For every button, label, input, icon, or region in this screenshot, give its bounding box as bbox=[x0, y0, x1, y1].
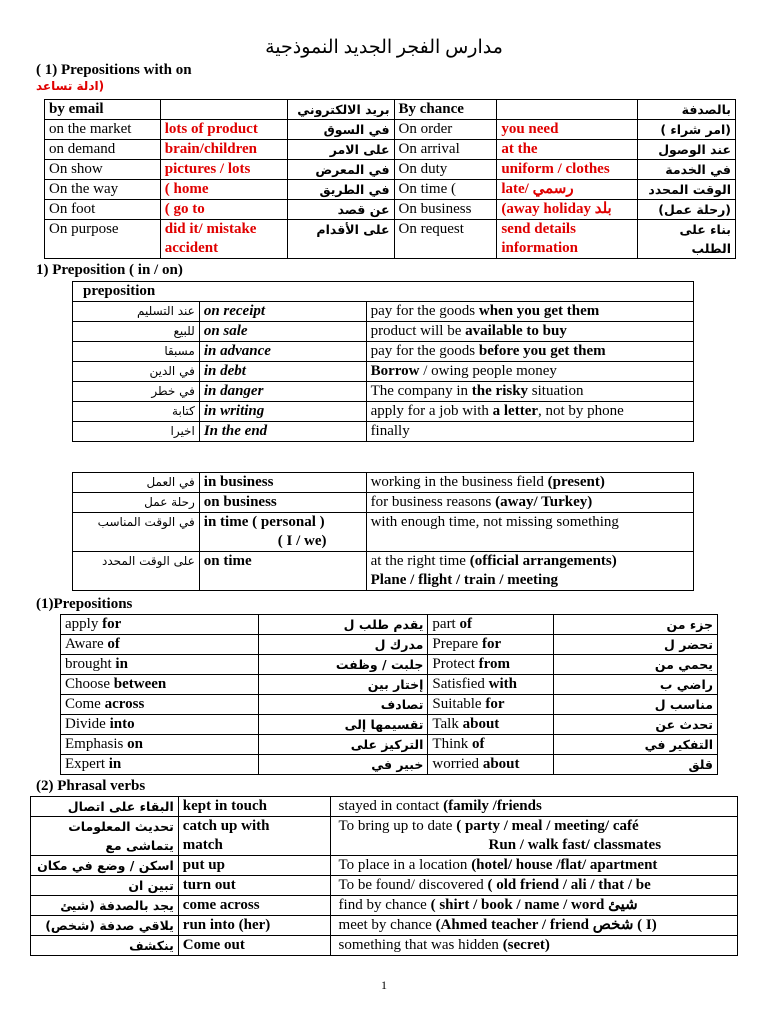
verb-preposition bbox=[428, 615, 554, 635]
en-example: did it/ mistake accident bbox=[160, 220, 287, 259]
ar-translation: بريد الالكتروني bbox=[287, 100, 394, 120]
en-example bbox=[497, 100, 638, 120]
preposition-header: preposition bbox=[73, 282, 694, 302]
definition-text: , not by phone bbox=[538, 403, 624, 419]
ar-translation bbox=[31, 856, 179, 876]
verb-text: Expert bbox=[65, 756, 109, 772]
section-heading-phrasal-verbs: (2) Phrasal verbs bbox=[36, 778, 146, 794]
en-example: (away holiday بلد bbox=[497, 200, 638, 220]
ar-translation: في الدين bbox=[73, 362, 200, 382]
table-row bbox=[61, 615, 718, 635]
ar-translation: في الطريق bbox=[287, 180, 394, 200]
phrasal-verb bbox=[178, 797, 330, 817]
prepositions-table bbox=[60, 614, 718, 775]
ar-translation: مناسب ل bbox=[554, 695, 718, 715]
definition-bold: (official arrangements) bbox=[469, 553, 617, 569]
ar-translation: رحلة عمل bbox=[73, 493, 200, 513]
table-row bbox=[45, 200, 736, 220]
definition bbox=[330, 896, 737, 916]
ar-text: اسكن / وضع في مكان bbox=[37, 858, 174, 873]
ar-text: يلاقي صدفة (شخص) bbox=[45, 918, 174, 933]
table-header-row bbox=[73, 282, 694, 302]
ar-text: يتماشى مع bbox=[105, 838, 174, 853]
verb-preposition bbox=[61, 715, 259, 735]
definition-text: meet by chance bbox=[338, 917, 436, 933]
preposition-text: about bbox=[482, 756, 520, 772]
phrasal-verb bbox=[178, 876, 330, 896]
preposition-term bbox=[199, 473, 366, 493]
verb-preposition bbox=[61, 735, 259, 755]
preposition-text: of bbox=[472, 736, 485, 752]
definition-text: To bring up to date bbox=[338, 818, 457, 834]
en-term: On duty bbox=[394, 160, 497, 180]
verb-text: Aware bbox=[65, 636, 108, 652]
definition bbox=[366, 422, 693, 442]
preposition-term-text: in debt bbox=[203, 363, 246, 379]
verb-preposition bbox=[61, 675, 259, 695]
ar-translation: جلبت / وظفت bbox=[258, 655, 428, 675]
definition-bold: ( party / meal / meeting/ café bbox=[456, 818, 639, 834]
preposition-term-text: in writing bbox=[203, 403, 265, 419]
section-heading-preposition-in-on: 1) Preposition ( in / on) bbox=[36, 262, 183, 278]
definition bbox=[366, 362, 693, 382]
table-row bbox=[73, 322, 694, 342]
verb-text: Emphasis bbox=[65, 736, 128, 752]
definition-bold: ( shirt / book / name / word شيئ bbox=[430, 897, 638, 913]
table-row bbox=[31, 896, 738, 916]
definition-text: stayed in contact bbox=[338, 798, 444, 814]
definition-bold: when you get them bbox=[478, 303, 600, 319]
en-term: On foot bbox=[45, 200, 161, 220]
definition bbox=[330, 936, 737, 956]
verb-preposition bbox=[61, 655, 259, 675]
ar-translation bbox=[31, 916, 179, 936]
ar-translation: مدرك ل bbox=[258, 635, 428, 655]
preposition-term-text: on business bbox=[203, 494, 277, 510]
ar-translation: اخيرا bbox=[73, 422, 200, 442]
preposition-text: in bbox=[108, 756, 122, 772]
definition-text: working in the business field bbox=[370, 474, 548, 490]
phrasal-verb bbox=[178, 916, 330, 936]
table-row bbox=[73, 552, 694, 591]
preposition-text: for bbox=[481, 636, 502, 652]
ar-translation: بالصدفة bbox=[638, 100, 736, 120]
en-term: by email bbox=[45, 100, 161, 120]
ar-text: ينكشف bbox=[129, 938, 174, 953]
verb-preposition bbox=[61, 635, 259, 655]
table-row bbox=[45, 120, 736, 140]
table-row bbox=[31, 916, 738, 936]
preposition-term bbox=[199, 342, 366, 362]
phrasal-verb bbox=[178, 896, 330, 916]
phrasal-verb bbox=[178, 936, 330, 956]
table-row bbox=[31, 936, 738, 956]
preposition-term-text: on sale bbox=[203, 323, 248, 339]
table-row bbox=[61, 715, 718, 735]
preposition-term bbox=[199, 552, 366, 591]
preposition-term-text: on receipt bbox=[203, 303, 266, 319]
preposition-text: with bbox=[488, 676, 517, 692]
verb-text: brought bbox=[65, 656, 116, 672]
table-row bbox=[45, 220, 736, 259]
verb-text: worried bbox=[432, 756, 483, 772]
definition-text: product will be bbox=[370, 323, 466, 339]
verb-preposition bbox=[61, 695, 259, 715]
ar-translation: بناء على الطلب bbox=[638, 220, 736, 259]
phrasal-verb-text: run into (her) bbox=[182, 917, 271, 933]
verb-text: Protect bbox=[432, 656, 479, 672]
en-example: lots of product bbox=[160, 120, 287, 140]
en-example: ( home bbox=[160, 180, 287, 200]
preposition-term bbox=[199, 402, 366, 422]
section-heading-prepositions: (1)Prepositions bbox=[36, 596, 133, 612]
ar-translation bbox=[31, 817, 179, 856]
en-term: On time ( bbox=[394, 180, 497, 200]
ar-translation: يقدم طلب ل bbox=[258, 615, 428, 635]
en-term: On business bbox=[394, 200, 497, 220]
table-row bbox=[73, 513, 694, 552]
definition-text: something that was hidden bbox=[338, 937, 503, 953]
business-time-table bbox=[72, 472, 694, 591]
table-row bbox=[61, 695, 718, 715]
phrasal-verb bbox=[178, 817, 330, 856]
section-heading-prepositions-on: ( 1) Prepositions with on bbox=[36, 62, 192, 78]
table-row bbox=[73, 422, 694, 442]
table-row bbox=[73, 402, 694, 422]
table-row bbox=[61, 675, 718, 695]
en-term: On request bbox=[394, 220, 497, 259]
ar-translation: في العمل bbox=[73, 473, 200, 493]
en-term: On order bbox=[394, 120, 497, 140]
preposition-term-text: in business bbox=[203, 474, 274, 490]
ar-translation: الوقت المحدد bbox=[638, 180, 736, 200]
verb-text: Prepare bbox=[432, 636, 482, 652]
en-example: uniform / clothes bbox=[497, 160, 638, 180]
definition bbox=[366, 302, 693, 322]
phrasal-verb-text: put up bbox=[182, 857, 225, 873]
ar-translation: تحدث عن bbox=[554, 715, 718, 735]
definition-bold: (family /friends bbox=[443, 798, 542, 814]
page-title: مدارس الفجر الجديد النموذجية bbox=[265, 37, 503, 58]
definition-text: situation bbox=[528, 383, 584, 399]
preposition-text: across bbox=[104, 696, 145, 712]
definition-text: pay for the goods bbox=[370, 343, 479, 359]
ar-text: يجد بالصدفة (شيئ bbox=[60, 898, 174, 913]
table-row bbox=[73, 362, 694, 382]
ar-translation: يحمي من bbox=[554, 655, 718, 675]
phrasal-verb-text: turn out bbox=[182, 877, 236, 893]
ar-translation: عند التسليم bbox=[73, 302, 200, 322]
definition-text: To place in a location bbox=[338, 857, 472, 873]
definition-text: / owing people money bbox=[419, 363, 557, 379]
verb-text: apply bbox=[65, 616, 103, 632]
ar-translation: مسبقا bbox=[73, 342, 200, 362]
table-row bbox=[45, 180, 736, 200]
en-example: brain/children bbox=[160, 140, 287, 160]
ar-translation: تحضر ل bbox=[554, 635, 718, 655]
ar-translation bbox=[31, 936, 179, 956]
ar-translation: في المعرض bbox=[287, 160, 394, 180]
verb-preposition bbox=[428, 675, 554, 695]
ar-translation: في الخدمة bbox=[638, 160, 736, 180]
ar-translation: تصادف bbox=[258, 695, 428, 715]
preposition-term-text: in danger bbox=[203, 383, 264, 399]
table-row bbox=[61, 655, 718, 675]
en-example: ( go to bbox=[160, 200, 287, 220]
table-row bbox=[45, 160, 736, 180]
verb-text: Come bbox=[65, 696, 105, 712]
table-row bbox=[61, 755, 718, 775]
en-example: late/ رسمي bbox=[497, 180, 638, 200]
preposition-term bbox=[199, 362, 366, 382]
ar-translation: تقسيمها إلى bbox=[258, 715, 428, 735]
en-term: On purpose bbox=[45, 220, 161, 259]
ar-translation: كتابة bbox=[73, 402, 200, 422]
verb-text: Think bbox=[432, 736, 472, 752]
definition-text: The company in bbox=[370, 383, 472, 399]
table-row bbox=[31, 817, 738, 856]
definition bbox=[366, 382, 693, 402]
ar-translation: على الوقت المحدد bbox=[73, 552, 200, 591]
ar-translation: للبيع bbox=[73, 322, 200, 342]
definition-text: with enough time, not missing something bbox=[370, 514, 619, 530]
definition-text: find by chance bbox=[338, 897, 431, 913]
definition bbox=[366, 322, 693, 342]
definition-bold: (away/ Turkey) bbox=[495, 494, 593, 510]
definition-bold: a letter bbox=[492, 403, 539, 419]
preposition-text: of bbox=[107, 636, 120, 652]
preposition-text: for bbox=[485, 696, 505, 712]
table-row bbox=[45, 140, 736, 160]
phrasal-verb-text: kept in touch bbox=[182, 798, 267, 814]
definition bbox=[366, 493, 693, 513]
definition bbox=[330, 916, 737, 936]
ar-translation: في خطر bbox=[73, 382, 200, 402]
ar-translation: قلق bbox=[554, 755, 718, 775]
definition-bold: (present) bbox=[547, 474, 605, 490]
definition-bold: Run / walk fast/ classmates bbox=[488, 837, 662, 853]
preposition-term bbox=[199, 302, 366, 322]
verb-text: Choose bbox=[65, 676, 114, 692]
table-row bbox=[73, 493, 694, 513]
en-example: at the bbox=[497, 140, 638, 160]
table-row bbox=[73, 473, 694, 493]
preposition-term-text: in advance bbox=[203, 343, 271, 359]
preposition-text: for bbox=[102, 616, 122, 632]
ar-translation: التركيز على bbox=[258, 735, 428, 755]
preposition-text: from bbox=[478, 656, 511, 672]
ar-translation: إختار بين bbox=[258, 675, 428, 695]
verb-text: Satisfied bbox=[432, 676, 489, 692]
preposition-term bbox=[199, 513, 366, 552]
en-term: On the way bbox=[45, 180, 161, 200]
definition-text: apply for a job with bbox=[370, 403, 493, 419]
definition-bold: Borrow bbox=[370, 363, 420, 379]
verb-preposition bbox=[428, 695, 554, 715]
en-term: By chance bbox=[394, 100, 497, 120]
definition-text: pay for the goods bbox=[370, 303, 479, 319]
table-row bbox=[31, 876, 738, 896]
definition-bold: (Ahmed teacher / friend شخص ( I) bbox=[435, 917, 657, 933]
ar-translation: عند الوصول bbox=[638, 140, 736, 160]
preposition-term bbox=[199, 493, 366, 513]
definition-text: finally bbox=[370, 423, 410, 439]
preposition-text: into bbox=[109, 716, 135, 732]
definition bbox=[330, 876, 737, 896]
en-term: on the market bbox=[45, 120, 161, 140]
en-example: you need bbox=[497, 120, 638, 140]
preposition-text: about bbox=[462, 716, 500, 732]
definition-text: at the right time bbox=[370, 553, 470, 569]
ar-translation: خبير في bbox=[258, 755, 428, 775]
en-example bbox=[160, 100, 287, 120]
table-row bbox=[31, 797, 738, 817]
ar-text: تبين ان bbox=[128, 878, 174, 893]
ar-text: البقاء على اتصال bbox=[67, 799, 174, 814]
verb-preposition bbox=[428, 635, 554, 655]
definition bbox=[366, 342, 693, 362]
table-row bbox=[31, 856, 738, 876]
verb-preposition bbox=[61, 615, 259, 635]
definition-bold: before you get them bbox=[478, 343, 606, 359]
ar-translation: على الأقدام bbox=[287, 220, 394, 259]
verb-text: part bbox=[432, 616, 460, 632]
ar-translation: في السوق bbox=[287, 120, 394, 140]
phrasal-verb bbox=[178, 856, 330, 876]
definition bbox=[366, 473, 693, 493]
preposition-text: in bbox=[115, 656, 128, 672]
definition bbox=[330, 817, 737, 856]
ar-translation: راضي ب bbox=[554, 675, 718, 695]
table-row bbox=[73, 382, 694, 402]
en-term: On arrival bbox=[394, 140, 497, 160]
phrasal-verb-text: catch up with bbox=[182, 818, 270, 834]
definition bbox=[366, 552, 693, 591]
ar-translation: (امر شراء ) bbox=[638, 120, 736, 140]
section-subnote: ادلة تساعد) bbox=[36, 79, 105, 93]
preposition-text: between bbox=[113, 676, 167, 692]
phrasal-verb-text: come across bbox=[182, 897, 260, 913]
ar-translation: على الامر bbox=[287, 140, 394, 160]
verb-text: Suitable bbox=[432, 696, 486, 712]
verb-preposition bbox=[61, 755, 259, 775]
definition-text: To be found/ discovered bbox=[338, 877, 488, 893]
definition-bold: (secret) bbox=[502, 937, 550, 953]
table-row bbox=[45, 100, 736, 120]
ar-translation: جزء من bbox=[554, 615, 718, 635]
page-number: 1 bbox=[381, 978, 387, 992]
ar-translation bbox=[31, 896, 179, 916]
verb-preposition bbox=[428, 755, 554, 775]
table-row bbox=[61, 635, 718, 655]
verb-preposition bbox=[428, 655, 554, 675]
definition bbox=[330, 856, 737, 876]
preposition-term bbox=[199, 382, 366, 402]
ar-translation bbox=[31, 876, 179, 896]
preposition-text: on bbox=[127, 736, 143, 752]
en-example: pictures / lots bbox=[160, 160, 287, 180]
definition-bold: (hotel/ house /flat/ apartment bbox=[471, 857, 658, 873]
definition-bold: ( old friend / ali / that / be bbox=[487, 877, 651, 893]
definition bbox=[366, 402, 693, 422]
verb-text: Divide bbox=[65, 716, 110, 732]
verb-preposition bbox=[428, 735, 554, 755]
phrasal-verb-text: Come out bbox=[182, 937, 245, 953]
ar-translation bbox=[31, 797, 179, 817]
definition-bold: the risky bbox=[471, 383, 529, 399]
definition bbox=[330, 797, 737, 817]
preposition-term-text: ( I / we) bbox=[277, 533, 327, 549]
verb-preposition bbox=[428, 715, 554, 735]
table-row bbox=[73, 342, 694, 362]
phrasal-verbs-table bbox=[30, 796, 738, 956]
preposition-term-text: in time ( personal ) bbox=[203, 514, 325, 530]
definition-bold: Plane / flight / train / meeting bbox=[370, 572, 559, 588]
definition-bold: available to buy bbox=[465, 323, 567, 339]
preposition-term-text: on time bbox=[203, 553, 252, 569]
en-example: send details information bbox=[497, 220, 638, 259]
en-term: On show bbox=[45, 160, 161, 180]
verb-text: Talk bbox=[432, 716, 463, 732]
preposition-in-on-table bbox=[72, 281, 694, 442]
ar-translation: عن قصد bbox=[287, 200, 394, 220]
en-term: on demand bbox=[45, 140, 161, 160]
ar-translation: التفكير في bbox=[554, 735, 718, 755]
preposition-term bbox=[199, 322, 366, 342]
definition bbox=[366, 513, 693, 552]
preposition-term bbox=[199, 422, 366, 442]
ar-text: تحديث المعلومات bbox=[68, 819, 174, 834]
preposition-term-text: In the end bbox=[203, 423, 268, 439]
table-row bbox=[73, 302, 694, 322]
table-row bbox=[61, 735, 718, 755]
ar-translation: في الوقت المناسب bbox=[73, 513, 200, 552]
definition-text: for business reasons bbox=[370, 494, 496, 510]
ar-translation: (رحلة عمل) bbox=[638, 200, 736, 220]
phrasal-verb-text: match bbox=[182, 837, 223, 853]
prepositions-on-table bbox=[44, 99, 736, 259]
preposition-text: of bbox=[459, 616, 472, 632]
